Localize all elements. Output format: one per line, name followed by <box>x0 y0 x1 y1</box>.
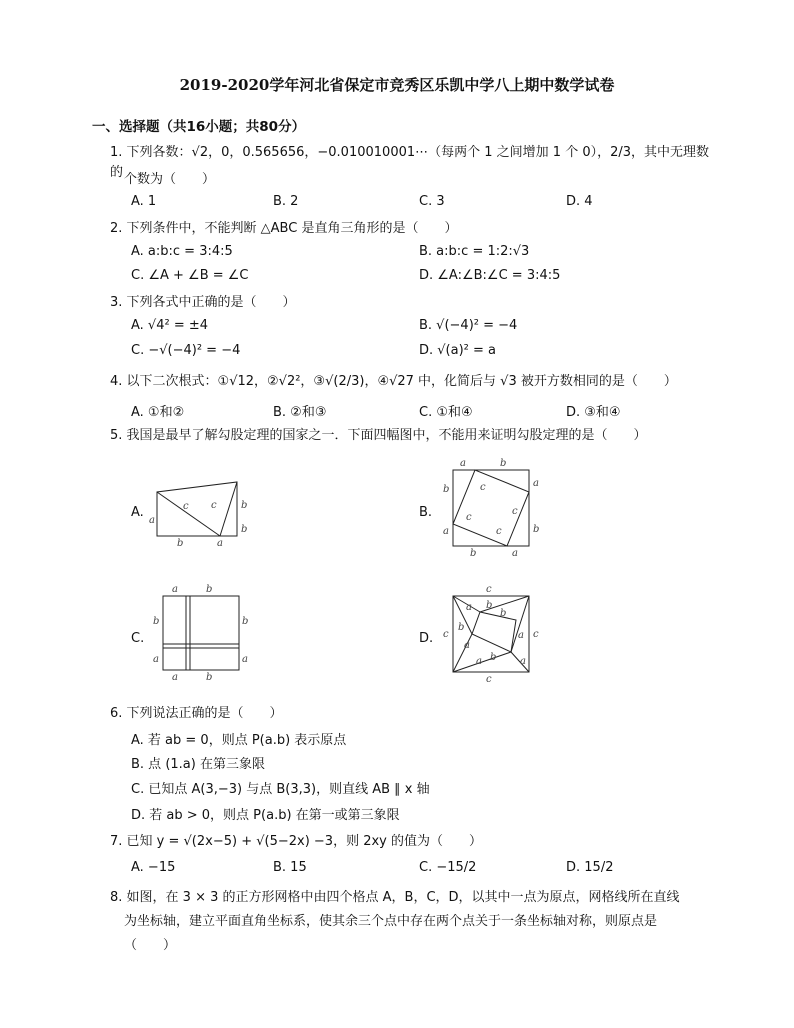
svg-text:a: a <box>460 458 466 469</box>
svg-text:a: a <box>153 654 159 665</box>
q3-option-d: D. √(a)² = a <box>419 343 497 358</box>
svg-text:a: a <box>172 584 178 595</box>
question-2-stem: 2. 下列条件中，不能判断 △ABC 是直角三角形的是（ ） <box>110 221 458 236</box>
svg-text:c: c <box>496 526 502 537</box>
q5-option-c: C. <box>131 631 145 646</box>
question-5-stem: 5. 我国是最早了解勾股定理的国家之一．下面四幅图中，不能用来证明勾股定理的是（ ） <box>110 428 647 443</box>
q1-option-d: D. 4 <box>566 194 593 209</box>
q1-option-a: A. 1 <box>131 194 157 209</box>
q5-option-b: B. <box>419 505 433 520</box>
svg-text:c: c <box>486 674 492 682</box>
q7-option-a: A. −15 <box>131 860 176 875</box>
q7-option-d: D. 15/2 <box>566 860 614 875</box>
svg-text:a: a <box>476 656 482 667</box>
question-8-stem-cont: 为坐标轴，建立平面直角坐标系，使其余三个点中存在两个点关于一条坐标轴对称，则原点是 <box>124 914 658 929</box>
question-8-stem: 8. 如图，在 3 × 3 的正方形网格中由四个格点 A，B，C，D，以其中一点为原点，网格线所在直线 <box>110 890 680 905</box>
question-1-stem-cont: 个数为（ ） <box>124 172 216 187</box>
q4-option-a: A. ①和② <box>131 405 185 420</box>
svg-text:b: b <box>500 608 507 619</box>
question-3-stem: 3. 下列各式中正确的是（ ） <box>110 295 296 310</box>
q6-option-d: D. 若 ab > 0，则点 P(a.b) 在第一或第三象限 <box>131 808 400 823</box>
svg-text:b: b <box>470 548 477 556</box>
svg-text:c: c <box>486 584 492 595</box>
question-6-stem: 6. 下列说法正确的是（ ） <box>110 706 283 721</box>
figure-c-grid-square <box>148 584 253 684</box>
q2-option-d: D. ∠A:∠B:∠C = 3:4:5 <box>419 268 561 283</box>
svg-text:c: c <box>183 501 189 512</box>
svg-text:a: a <box>512 548 518 556</box>
q7-option-c: C. −15/2 <box>419 860 477 875</box>
svg-text:b: b <box>177 538 184 549</box>
section-heading: 一、选择题（共16小题；共80分） <box>92 119 306 135</box>
svg-text:b: b <box>241 524 248 535</box>
svg-text:b: b <box>486 600 493 611</box>
question-4-stem: 4. 以下二次根式：①√12，②√2²，③√(2/3)，④√27 中，化简后与 √3 被开方数相同的是（ ） <box>110 374 677 389</box>
svg-text:b: b <box>490 652 497 663</box>
figure-d-square-proof <box>440 582 545 682</box>
svg-text:c: c <box>533 629 539 640</box>
q6-option-c: C. 已知点 A(3,−3) 与点 B(3,3)，则直线 AB ∥ x 轴 <box>131 782 430 797</box>
figure-a-trapezoid-proof <box>145 470 255 550</box>
q3-option-a: A. √4² = ±4 <box>131 318 209 333</box>
question-7-stem: 7. 已知 y = √(2x−5) + √(5−2x) −3，则 2xy 的值为（ ） <box>110 834 483 849</box>
svg-text:a: a <box>443 526 449 537</box>
q2-option-c: C. ∠A + ∠B = ∠C <box>131 268 249 283</box>
svg-text:b: b <box>153 616 160 627</box>
exam-title: 2019-2020学年河北省保定市竞秀区乐凯中学八上期中数学试卷 <box>179 76 615 94</box>
q6-option-b: B. 点 (1.a) 在第三象限 <box>131 757 265 772</box>
q4-option-d: D. ③和④ <box>566 405 621 420</box>
svg-text:a: a <box>466 602 472 613</box>
svg-text:c: c <box>466 512 472 523</box>
svg-text:b: b <box>533 524 540 535</box>
q5-option-d: D. <box>419 631 434 646</box>
svg-text:b: b <box>206 584 213 595</box>
q4-option-b: B. ②和③ <box>273 405 327 420</box>
svg-text:a: a <box>520 656 526 667</box>
svg-text:b: b <box>242 616 249 627</box>
q6-option-a: A. 若 ab = 0，则点 P(a.b) 表示原点 <box>131 733 347 748</box>
question-1-stem: 1. 下列各数：√2，0，0.565656，−0.010010001⋯（每两个 1 之间增加 1 个 0），2/3，其中无理数的 <box>110 145 710 180</box>
svg-text:a: a <box>242 654 248 665</box>
svg-text:a: a <box>149 515 155 526</box>
svg-text:a: a <box>172 672 178 683</box>
svg-text:c: c <box>211 500 217 511</box>
svg-text:c: c <box>443 629 449 640</box>
q4-option-c: C. ①和④ <box>419 405 473 420</box>
svg-text:a: a <box>217 538 223 549</box>
q5-option-a: A. <box>131 505 144 520</box>
q2-option-a: A. a:b:c = 3:4:5 <box>131 244 233 259</box>
svg-text:b: b <box>458 622 465 633</box>
svg-text:b: b <box>443 484 450 495</box>
svg-text:b: b <box>500 458 507 469</box>
svg-text:c: c <box>512 506 518 517</box>
figure-b-square-proof <box>440 456 545 556</box>
q3-option-c: C. −√(−4)² = −4 <box>131 343 241 358</box>
q3-option-b: B. √(−4)² = −4 <box>419 318 518 333</box>
question-8-answer-blank: （ ） <box>124 938 177 953</box>
q1-option-c: C. 3 <box>419 194 445 209</box>
svg-text:b: b <box>206 672 213 683</box>
q2-option-b: B. a:b:c = 1:2:√3 <box>419 244 530 259</box>
q7-option-b: B. 15 <box>273 860 307 875</box>
q1-option-b: B. 2 <box>273 194 299 209</box>
svg-text:c: c <box>480 482 486 493</box>
svg-text:a: a <box>464 640 470 651</box>
svg-text:b: b <box>241 500 248 511</box>
svg-text:a: a <box>518 630 524 641</box>
svg-text:a: a <box>533 478 539 489</box>
